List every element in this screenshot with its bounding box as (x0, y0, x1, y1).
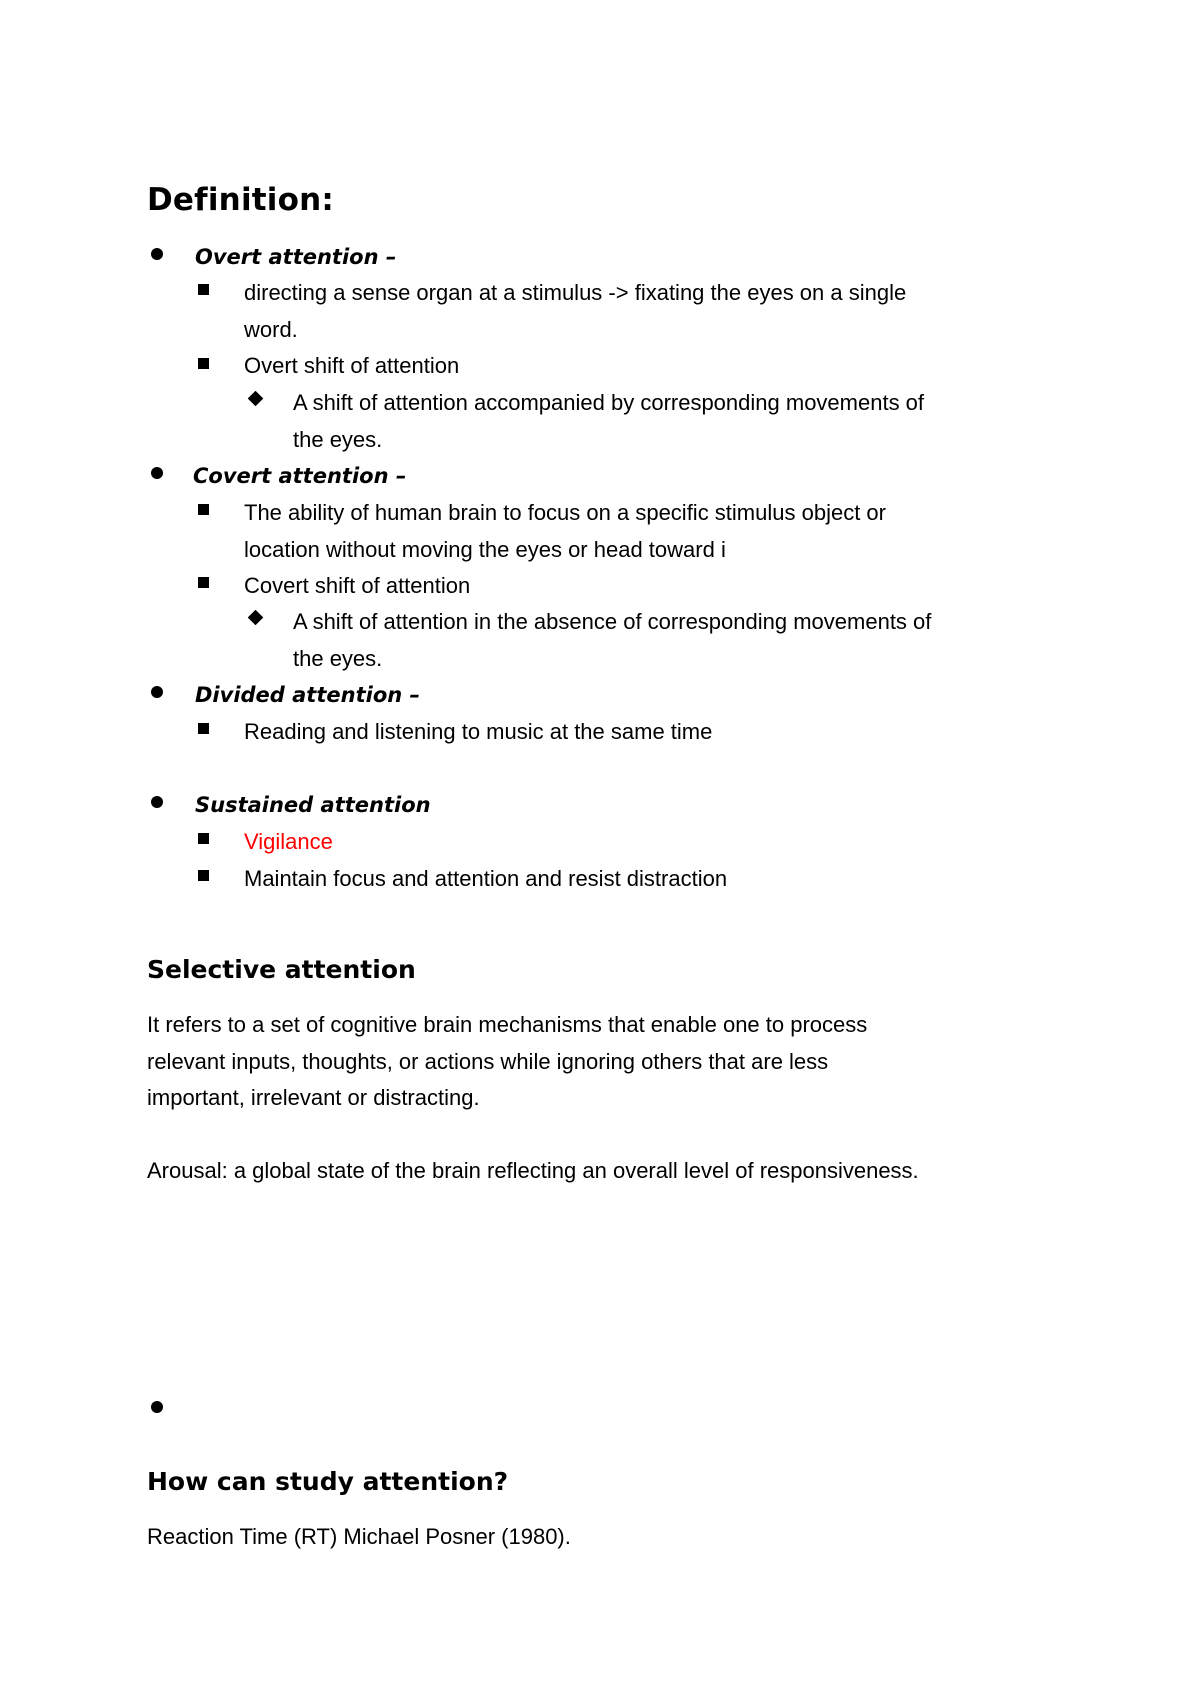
bullet-square-icon (198, 833, 209, 844)
bullet-dot-icon (151, 686, 163, 698)
definition-heading: Definition: (147, 182, 334, 218)
bullet-dot-icon (151, 467, 163, 479)
selective-line3: important, irrelevant or distracting. (147, 1085, 480, 1110)
covert-attention-label: Covert attention – (193, 464, 407, 488)
overt-sub-line1: A shift of attention accompanied by corresponding movements of (293, 390, 925, 415)
selective-line2: relevant inputs, thoughts, or actions while ignoring others that are less (147, 1049, 829, 1074)
overt-attention-label: Overt attention – (195, 245, 397, 269)
bullet-diamond-icon (248, 391, 264, 407)
bullet-square-icon (198, 577, 209, 588)
bullet-square-icon (198, 284, 209, 295)
bullet-square-icon (198, 870, 209, 881)
selective-line1: It refers to a set of cognitive brain mechanisms that enable one to process (147, 1012, 868, 1037)
bullet-dot-icon (151, 796, 163, 808)
bullet-dot-icon (151, 248, 163, 260)
covert-item1-line2: location without moving the eyes or head toward i (244, 537, 726, 562)
divided-item1: Reading and listening to music at the same time (244, 719, 713, 744)
arousal-definition: Arousal: a global state of the brain reflecting an overall level of responsiveness. (147, 1158, 919, 1183)
reaction-time-text: Reaction Time (RT) Michael Posner (1980). (147, 1524, 571, 1549)
study-attention-heading: How can study attention? (147, 1467, 509, 1496)
overt-item1-line1: directing a sense organ at a stimulus -> fixating the eyes on a single (244, 280, 907, 305)
sustained-item2: Maintain focus and attention and resist distraction (244, 866, 728, 891)
bullet-diamond-icon (248, 610, 264, 626)
covert-sub-line2: the eyes. (293, 646, 383, 671)
sustained-attention-label: Sustained attention (195, 793, 431, 817)
covert-item1-line1: The ability of human brain to focus on a specific stimulus object or (244, 500, 886, 525)
covert-item2: Covert shift of attention (244, 573, 471, 598)
overt-item2: Overt shift of attention (244, 353, 460, 378)
overt-item1-line2: word. (244, 317, 298, 342)
overt-sub-line2: the eyes. (293, 427, 383, 452)
bullet-square-icon (198, 358, 209, 369)
divided-attention-label: Divided attention – (195, 683, 421, 707)
vigilance-text: Vigilance (244, 829, 333, 854)
bullet-dot-icon (151, 1401, 163, 1413)
bullet-square-icon (198, 504, 209, 515)
selective-attention-heading: Selective attention (147, 955, 416, 984)
bullet-square-icon (198, 723, 209, 734)
covert-sub-line1: A shift of attention in the absence of corresponding movements of (293, 609, 932, 634)
